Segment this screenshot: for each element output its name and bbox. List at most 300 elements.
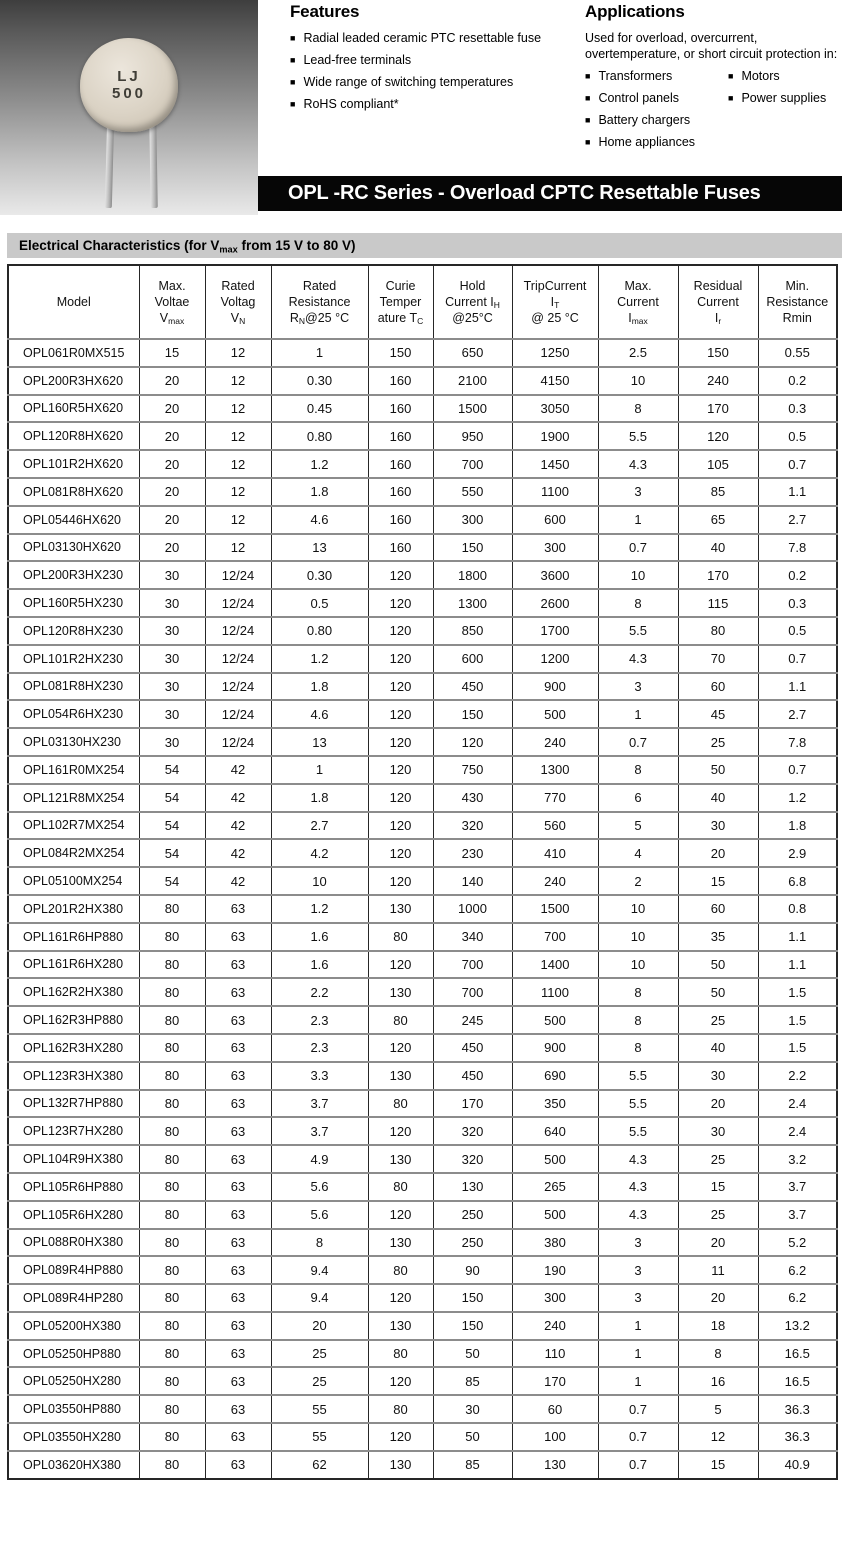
value-cell: 63 <box>205 951 271 979</box>
value-cell: 750 <box>433 756 512 784</box>
value-cell: 700 <box>433 978 512 1006</box>
bullet-square-icon: ■ <box>290 77 296 87</box>
list-item-label: Control panels <box>598 91 680 105</box>
value-cell: 50 <box>433 1340 512 1368</box>
value-cell: 63 <box>205 1006 271 1034</box>
value-cell: 60 <box>678 673 758 701</box>
value-cell: 63 <box>205 1173 271 1201</box>
model-cell: OPL160R5HX230 <box>8 589 139 617</box>
features-title: Features <box>290 2 360 21</box>
value-cell: 0.2 <box>758 367 837 395</box>
list-item-label: Home appliances <box>598 135 696 149</box>
value-cell: 1.1 <box>758 923 837 951</box>
value-cell: 160 <box>368 506 433 534</box>
value-cell: 0.7 <box>758 756 837 784</box>
bullet-square-icon: ■ <box>585 93 591 103</box>
value-cell: 15 <box>139 339 205 367</box>
value-cell: 5.5 <box>598 1062 678 1090</box>
value-cell: 1.8 <box>271 478 368 506</box>
value-cell: 36.3 <box>758 1423 837 1451</box>
value-cell: 130 <box>368 1312 433 1340</box>
column-header-tc: Curie Temper ature $T_C$ <box>368 265 433 339</box>
value-cell: 120 <box>368 1367 433 1395</box>
value-cell: 80 <box>368 1395 433 1423</box>
value-cell: 700 <box>512 923 598 951</box>
value-cell: 1.1 <box>758 951 837 979</box>
value-cell: 1500 <box>512 895 598 923</box>
value-cell: 15 <box>678 867 758 895</box>
model-cell: OPL03620HX380 <box>8 1451 139 1479</box>
value-cell: 54 <box>139 867 205 895</box>
model-cell: OPL084R2MX254 <box>8 839 139 867</box>
model-cell: OPL120R8HX620 <box>8 422 139 450</box>
value-cell: 12/24 <box>205 728 271 756</box>
value-cell: 4.6 <box>271 506 368 534</box>
value-cell: 2.5 <box>598 339 678 367</box>
value-cell: 5 <box>678 1395 758 1423</box>
value-cell: 0.8 <box>758 895 837 923</box>
value-cell: 63 <box>205 1229 271 1257</box>
list-item <box>728 91 842 105</box>
value-cell: 120 <box>368 589 433 617</box>
model-cell: OPL081R8HX620 <box>8 478 139 506</box>
value-cell: 120 <box>368 728 433 756</box>
value-cell: 1300 <box>433 589 512 617</box>
model-cell: OPL03130HX620 <box>8 534 139 562</box>
value-cell: 63 <box>205 1090 271 1118</box>
value-cell: 1.5 <box>758 1006 837 1034</box>
value-cell: 42 <box>205 812 271 840</box>
value-cell: 1.1 <box>758 673 837 701</box>
model-cell: OPL162R3HX280 <box>8 1034 139 1062</box>
value-cell: 13 <box>271 728 368 756</box>
value-cell: 120 <box>368 1284 433 1312</box>
value-cell: 1000 <box>433 895 512 923</box>
value-cell: 80 <box>139 1312 205 1340</box>
model-cell: OPL160R5HX620 <box>8 395 139 423</box>
value-cell: 5.2 <box>758 1229 837 1257</box>
bullet-square-icon: ■ <box>585 115 591 125</box>
value-cell: 25 <box>678 1145 758 1173</box>
value-cell: 0.80 <box>271 422 368 450</box>
value-cell: 63 <box>205 978 271 1006</box>
table-row <box>8 756 837 784</box>
value-cell: 7.8 <box>758 728 837 756</box>
table-row <box>8 645 837 673</box>
column-header-vn: Rated Voltag $V_N$ <box>205 265 271 339</box>
value-cell: 1.2 <box>271 645 368 673</box>
ptc-disc <box>80 38 178 132</box>
value-cell: 3.2 <box>758 1145 837 1173</box>
value-cell: 30 <box>139 728 205 756</box>
model-cell: OPL161R0MX254 <box>8 756 139 784</box>
value-cell: 40.9 <box>758 1451 837 1479</box>
value-cell: 8 <box>598 1034 678 1062</box>
value-cell: 8 <box>598 756 678 784</box>
value-cell: 340 <box>433 923 512 951</box>
value-cell: 10 <box>598 895 678 923</box>
value-cell: 5.5 <box>598 1117 678 1145</box>
bullet-square-icon: ■ <box>290 55 296 65</box>
list-item <box>290 97 570 111</box>
value-cell: 450 <box>433 1062 512 1090</box>
applications-intro: Used for overload, overcurrent, overtemperature, or short circuit protection in: <box>585 31 838 61</box>
value-cell: 900 <box>512 1034 598 1062</box>
bullet-square-icon: ■ <box>728 71 734 81</box>
table-row <box>8 867 837 895</box>
table-row <box>8 339 837 367</box>
column-header-imax: Max. Current $I_{max}$ <box>598 265 678 339</box>
value-cell: 0.7 <box>598 534 678 562</box>
value-cell: 1.6 <box>271 923 368 951</box>
value-cell: 3.7 <box>271 1117 368 1145</box>
value-cell: 380 <box>512 1229 598 1257</box>
value-cell: 5.5 <box>598 422 678 450</box>
value-cell: 3 <box>598 478 678 506</box>
value-cell: 90 <box>433 1256 512 1284</box>
value-cell: 16.5 <box>758 1367 837 1395</box>
value-cell: 230 <box>433 839 512 867</box>
value-cell: 120 <box>368 645 433 673</box>
table-row <box>8 1145 837 1173</box>
value-cell: 85 <box>433 1451 512 1479</box>
value-cell: 2 <box>598 867 678 895</box>
value-cell: 20 <box>139 478 205 506</box>
value-cell: 30 <box>139 645 205 673</box>
value-cell: 160 <box>368 534 433 562</box>
value-cell: 4.3 <box>598 645 678 673</box>
value-cell: 4.2 <box>271 839 368 867</box>
list-item-label: RoHS compliant* <box>303 97 399 111</box>
value-cell: 2.4 <box>758 1090 837 1118</box>
value-cell: 10 <box>598 951 678 979</box>
value-cell: 1 <box>598 700 678 728</box>
value-cell: 9.4 <box>271 1284 368 1312</box>
model-cell: OPL123R7HX280 <box>8 1117 139 1145</box>
value-cell: 1.2 <box>271 895 368 923</box>
model-cell: OPL05250HP880 <box>8 1340 139 1368</box>
value-cell: 80 <box>139 1145 205 1173</box>
value-cell: 63 <box>205 1284 271 1312</box>
value-cell: 120 <box>368 839 433 867</box>
table-row <box>8 978 837 1006</box>
table-row <box>8 1173 837 1201</box>
value-cell: 130 <box>368 895 433 923</box>
value-cell: 0.5 <box>758 422 837 450</box>
value-cell: 63 <box>205 1117 271 1145</box>
value-cell: 12/24 <box>205 561 271 589</box>
value-cell: 4.6 <box>271 700 368 728</box>
value-cell: 0.2 <box>758 561 837 589</box>
value-cell: 500 <box>512 1145 598 1173</box>
value-cell: 2.2 <box>271 978 368 1006</box>
table-header-row <box>8 265 837 339</box>
value-cell: 450 <box>433 673 512 701</box>
value-cell: 120 <box>368 1201 433 1229</box>
value-cell: 250 <box>433 1229 512 1257</box>
value-cell: 30 <box>139 589 205 617</box>
value-cell: 63 <box>205 1395 271 1423</box>
value-cell: 265 <box>512 1173 598 1201</box>
value-cell: 8 <box>598 1006 678 1034</box>
model-cell: OPL089R4HP880 <box>8 1256 139 1284</box>
model-cell: OPL200R3HX620 <box>8 367 139 395</box>
value-cell: 80 <box>139 1090 205 1118</box>
value-cell: 54 <box>139 756 205 784</box>
value-cell: 0.45 <box>271 395 368 423</box>
series-title-banner <box>258 176 842 211</box>
value-cell: 16 <box>678 1367 758 1395</box>
list-item-label: Battery chargers <box>598 113 691 127</box>
value-cell: 65 <box>678 506 758 534</box>
table-row <box>8 1034 837 1062</box>
value-cell: 2.4 <box>758 1117 837 1145</box>
list-item <box>728 69 842 83</box>
value-cell: 120 <box>368 756 433 784</box>
applications-title: Applications <box>585 2 685 21</box>
value-cell: 80 <box>139 1451 205 1479</box>
value-cell: 5 <box>598 812 678 840</box>
table-row <box>8 728 837 756</box>
value-cell: 320 <box>433 1145 512 1173</box>
bullet-square-icon: ■ <box>585 137 591 147</box>
value-cell: 12 <box>205 478 271 506</box>
value-cell: 3.7 <box>271 1090 368 1118</box>
value-cell: 80 <box>139 978 205 1006</box>
table-row <box>8 1451 837 1479</box>
value-cell: 54 <box>139 839 205 867</box>
table-row <box>8 589 837 617</box>
model-cell: OPL061R0MX515 <box>8 339 139 367</box>
value-cell: 3.7 <box>758 1173 837 1201</box>
product-photo <box>0 0 258 215</box>
list-item <box>290 31 570 45</box>
value-cell: 35 <box>678 923 758 951</box>
model-cell: OPL121R8MX254 <box>8 784 139 812</box>
value-cell: 7.8 <box>758 534 837 562</box>
value-cell: 0.7 <box>758 645 837 673</box>
value-cell: 80 <box>139 1284 205 1312</box>
value-cell: 3.3 <box>271 1062 368 1090</box>
table-row <box>8 700 837 728</box>
model-cell: OPL089R4HP280 <box>8 1284 139 1312</box>
value-cell: 12 <box>205 422 271 450</box>
model-cell: OPL03130HX230 <box>8 728 139 756</box>
value-cell: 4150 <box>512 367 598 395</box>
value-cell: 36.3 <box>758 1395 837 1423</box>
value-cell: 55 <box>271 1423 368 1451</box>
value-cell: 55 <box>271 1395 368 1423</box>
value-cell: 63 <box>205 1312 271 1340</box>
value-cell: 190 <box>512 1256 598 1284</box>
value-cell: 63 <box>205 1201 271 1229</box>
table-row <box>8 1367 837 1395</box>
value-cell: 50 <box>678 978 758 1006</box>
value-cell: 1450 <box>512 450 598 478</box>
value-cell: 50 <box>678 951 758 979</box>
value-cell: 500 <box>512 700 598 728</box>
value-cell: 80 <box>368 1173 433 1201</box>
value-cell: 240 <box>512 1312 598 1340</box>
value-cell: 63 <box>205 923 271 951</box>
value-cell: 120 <box>368 784 433 812</box>
series-title: OPL -RC Series - Overload CPTC Resettable Fuses <box>288 182 761 204</box>
value-cell: 1700 <box>512 617 598 645</box>
value-cell: 690 <box>512 1062 598 1090</box>
value-cell: 85 <box>433 1367 512 1395</box>
value-cell: 450 <box>433 1034 512 1062</box>
table-row <box>8 951 837 979</box>
value-cell: 80 <box>139 1201 205 1229</box>
value-cell: 240 <box>512 867 598 895</box>
value-cell: 1 <box>598 1367 678 1395</box>
table-row <box>8 1229 837 1257</box>
value-cell: 80 <box>139 1340 205 1368</box>
value-cell: 1.5 <box>758 1034 837 1062</box>
value-cell: 20 <box>271 1312 368 1340</box>
table-row <box>8 673 837 701</box>
value-cell: 8 <box>598 978 678 1006</box>
model-cell: OPL123R3HX380 <box>8 1062 139 1090</box>
value-cell: 30 <box>678 1062 758 1090</box>
model-cell: OPL054R6HX230 <box>8 700 139 728</box>
table-row <box>8 617 837 645</box>
value-cell: 5.6 <box>271 1173 368 1201</box>
value-cell: 120 <box>368 673 433 701</box>
value-cell: 30 <box>678 1117 758 1145</box>
model-cell: OPL132R7HP880 <box>8 1090 139 1118</box>
value-cell: 1 <box>271 756 368 784</box>
table-row <box>8 1201 837 1229</box>
value-cell: 4.9 <box>271 1145 368 1173</box>
disc-label-line1: LJ <box>117 68 141 85</box>
value-cell: 120 <box>368 561 433 589</box>
value-cell: 0.7 <box>598 1423 678 1451</box>
value-cell: 1500 <box>433 395 512 423</box>
model-cell: OPL102R7MX254 <box>8 812 139 840</box>
value-cell: 1.6 <box>271 951 368 979</box>
value-cell: 130 <box>368 1145 433 1173</box>
value-cell: 1400 <box>512 951 598 979</box>
value-cell: 160 <box>368 422 433 450</box>
value-cell: 650 <box>433 339 512 367</box>
column-header-vmax: Max. Voltae $V_{max}$ <box>139 265 205 339</box>
table-row <box>8 1062 837 1090</box>
value-cell: 4.3 <box>598 1173 678 1201</box>
value-cell: 3 <box>598 1284 678 1312</box>
value-cell: 130 <box>368 978 433 1006</box>
value-cell: 80 <box>139 1229 205 1257</box>
value-cell: 12/24 <box>205 645 271 673</box>
lead-wire-right-icon <box>149 118 158 208</box>
list-item <box>290 75 570 89</box>
list-item-label: Power supplies <box>741 91 827 105</box>
value-cell: 50 <box>678 756 758 784</box>
value-cell: 350 <box>512 1090 598 1118</box>
value-cell: 12 <box>205 395 271 423</box>
value-cell: 6 <box>598 784 678 812</box>
electrical-characteristics-header <box>7 233 842 258</box>
value-cell: 12/24 <box>205 589 271 617</box>
table-body <box>8 339 837 1479</box>
model-cell: OPL105R6HP880 <box>8 1173 139 1201</box>
value-cell: 8 <box>598 589 678 617</box>
column-header-rn: Rated Resistance $R_N@25$ °C <box>271 265 368 339</box>
value-cell: 1.2 <box>271 450 368 478</box>
applications-list-1 <box>585 69 728 157</box>
column-header-model: Model <box>8 265 139 339</box>
value-cell: 320 <box>433 812 512 840</box>
value-cell: 130 <box>512 1451 598 1479</box>
model-cell: OPL088R0HX380 <box>8 1229 139 1257</box>
value-cell: 120 <box>368 700 433 728</box>
model-cell: OPL201R2HX380 <box>8 895 139 923</box>
value-cell: 80 <box>139 895 205 923</box>
value-cell: 12 <box>205 367 271 395</box>
table-row <box>8 1423 837 1451</box>
value-cell: 120 <box>368 617 433 645</box>
disc-label-line2: 500 <box>111 85 147 102</box>
value-cell: 70 <box>678 645 758 673</box>
value-cell: 20 <box>139 422 205 450</box>
section-title: Electrical Characteristics (for $V_{max}$ from 15 V to 80 V) <box>19 238 356 255</box>
value-cell: 0.80 <box>271 617 368 645</box>
table-row <box>8 1284 837 1312</box>
table-row <box>8 1090 837 1118</box>
value-cell: 15 <box>678 1173 758 1201</box>
value-cell: 250 <box>433 1201 512 1229</box>
features-section <box>290 2 570 119</box>
value-cell: 63 <box>205 1145 271 1173</box>
value-cell: 8 <box>598 395 678 423</box>
column-header-rmin: Min. Resistance Rmin <box>758 265 837 339</box>
value-cell: 2.7 <box>758 700 837 728</box>
value-cell: 25 <box>271 1367 368 1395</box>
table-row <box>8 534 837 562</box>
value-cell: 20 <box>678 1090 758 1118</box>
value-cell: 54 <box>139 812 205 840</box>
table-row <box>8 1006 837 1034</box>
value-cell: 2.3 <box>271 1034 368 1062</box>
table-row <box>8 506 837 534</box>
value-cell: 4.3 <box>598 450 678 478</box>
value-cell: 80 <box>139 1006 205 1034</box>
value-cell: 12 <box>205 450 271 478</box>
value-cell: 6.2 <box>758 1256 837 1284</box>
value-cell: 63 <box>205 1034 271 1062</box>
model-cell: OPL03550HX280 <box>8 1423 139 1451</box>
value-cell: 62 <box>271 1451 368 1479</box>
value-cell: 30 <box>678 812 758 840</box>
value-cell: 63 <box>205 1451 271 1479</box>
value-cell: 5.5 <box>598 617 678 645</box>
value-cell: 9.4 <box>271 1256 368 1284</box>
value-cell: 245 <box>433 1006 512 1034</box>
value-cell: 60 <box>512 1395 598 1423</box>
table-row <box>8 1117 837 1145</box>
value-cell: 150 <box>678 339 758 367</box>
value-cell: 2.3 <box>271 1006 368 1034</box>
applications-section <box>585 2 842 157</box>
value-cell: 3 <box>598 1256 678 1284</box>
model-cell: OPL05100MX254 <box>8 867 139 895</box>
value-cell: 850 <box>433 617 512 645</box>
value-cell: 1 <box>598 506 678 534</box>
value-cell: 8 <box>678 1340 758 1368</box>
value-cell: 0.3 <box>758 589 837 617</box>
value-cell: 80 <box>139 1034 205 1062</box>
value-cell: 80 <box>678 617 758 645</box>
